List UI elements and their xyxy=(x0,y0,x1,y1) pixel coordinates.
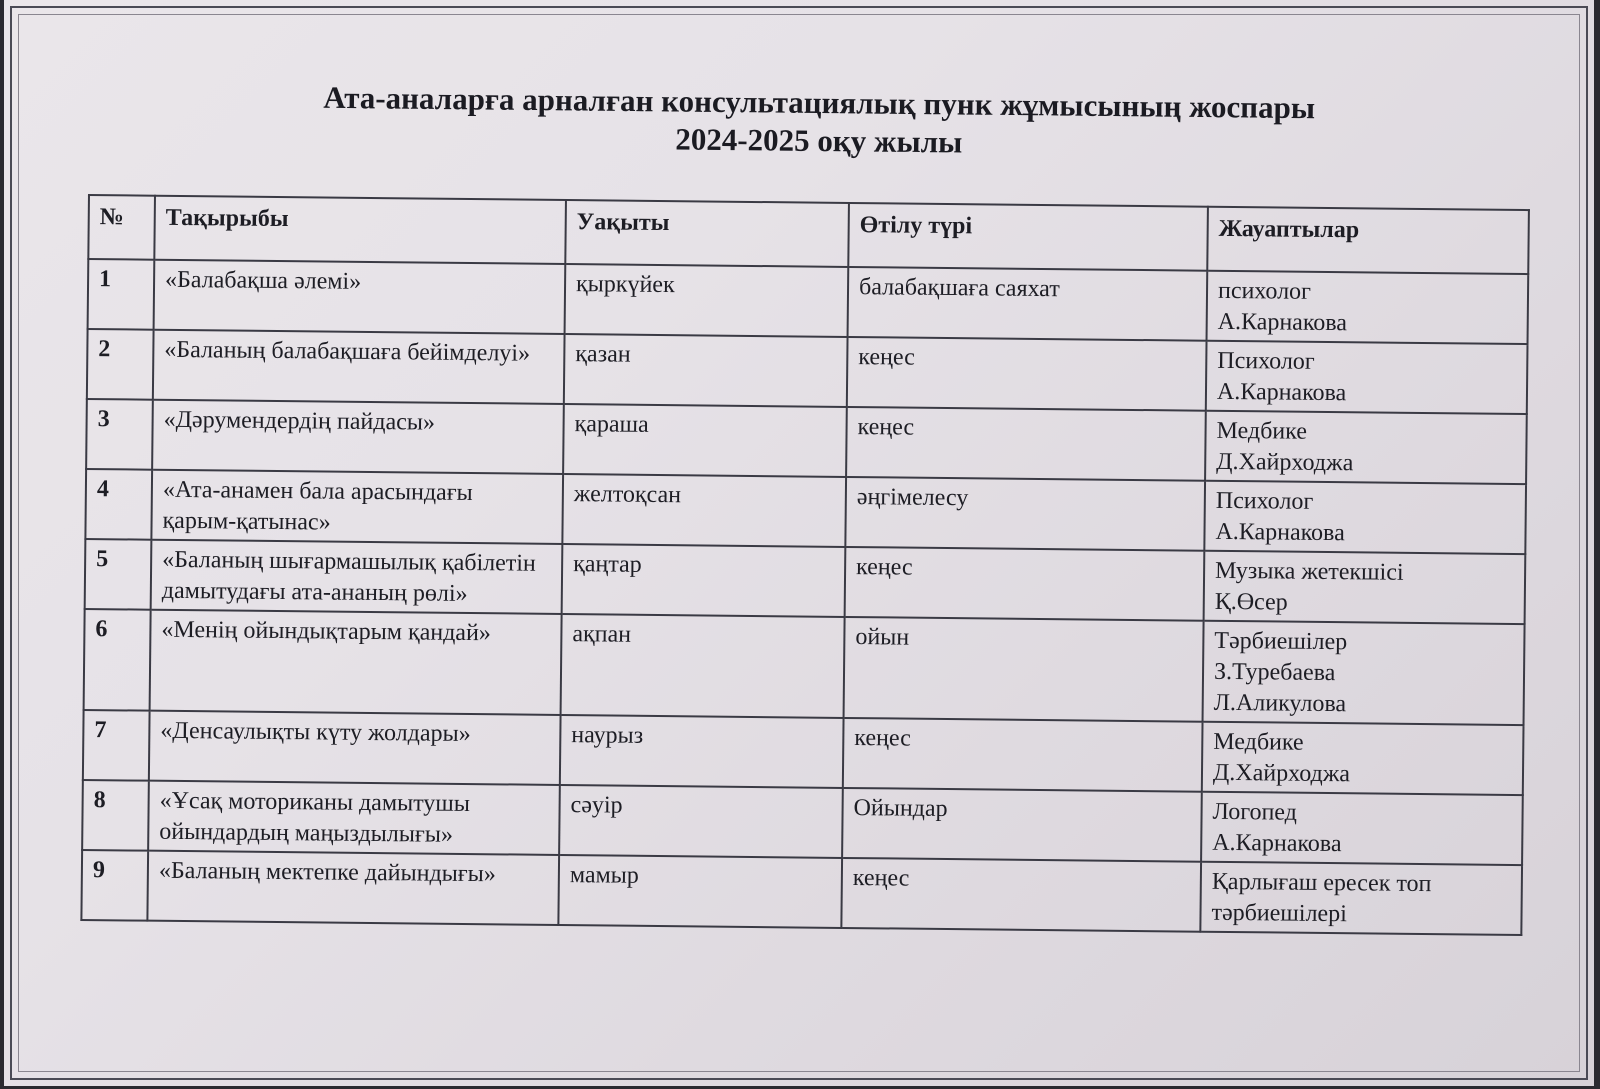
responsible-person: З.Туребаева xyxy=(1213,658,1336,687)
row-form-cell: кеңес xyxy=(841,858,1201,932)
row-time-cell: ақпан xyxy=(561,614,845,718)
row-topic-cell: «Баланың балабақшаға бейімделуі» xyxy=(153,330,565,404)
row-number-cell: 6 xyxy=(84,609,151,711)
responsible-person: А.Карнакова xyxy=(1212,829,1342,858)
row-topic-cell: «Баланың шығармашылық қабілетін дамытудағы ата-ананың рөлі» xyxy=(151,540,563,614)
responsible-person: Л.Аликулова xyxy=(1213,689,1347,718)
responsible-person: Тәрбиешілер xyxy=(1214,627,1348,656)
row-topic-cell: «Баланың мектепке дайындығы» xyxy=(147,851,559,925)
row-number-cell: 8 xyxy=(82,780,149,851)
row-form-cell: Ойындар xyxy=(842,788,1202,862)
row-form-cell: кеңес xyxy=(846,407,1206,481)
row-responsible-cell xyxy=(1201,792,1523,865)
row-number-cell: 2 xyxy=(87,329,154,400)
row-time-cell: желтоқсан xyxy=(562,474,846,547)
header-number: № xyxy=(88,195,155,260)
table-row xyxy=(81,850,1522,935)
table-row xyxy=(84,609,1525,725)
row-responsible-cell xyxy=(1204,551,1526,624)
row-time-cell: қараша xyxy=(563,404,847,477)
plan-table xyxy=(80,194,1530,936)
row-form-cell: әңгімелесу xyxy=(845,477,1205,551)
row-responsible-cell xyxy=(1206,341,1528,414)
row-number-cell: 5 xyxy=(85,539,152,610)
row-form-cell: кеңес xyxy=(843,718,1203,792)
responsible-person: А.Карнакова xyxy=(1217,308,1348,337)
responsible-person: Д.Хайрходжа xyxy=(1216,448,1354,477)
row-form-cell: кеңес xyxy=(847,337,1207,411)
row-number-cell: 7 xyxy=(83,710,150,781)
responsible-person: Медбике xyxy=(1216,417,1308,445)
row-topic-cell: «Балабақша әлемі» xyxy=(154,260,566,334)
responsible-person: психолог xyxy=(1217,277,1312,305)
row-responsible-cell xyxy=(1202,722,1524,795)
responsible-person: А.Карнакова xyxy=(1215,518,1345,547)
responsible-person: Медбике xyxy=(1213,728,1304,756)
row-time-cell: мамыр xyxy=(558,855,842,928)
row-time-cell: наурыз xyxy=(560,715,844,788)
row-topic-cell: «Ұсақ моториканы дамытушы ойындардың маңыздылығы» xyxy=(148,781,560,855)
row-responsible-cell xyxy=(1203,621,1525,725)
row-responsible-cell xyxy=(1207,271,1529,344)
responsible-person: Музыка жетекшісі xyxy=(1214,557,1404,586)
header-time: Уақыты xyxy=(565,200,849,267)
row-responsible-cell xyxy=(1205,411,1527,484)
header-responsible: Жауаптылар xyxy=(1207,207,1529,274)
row-topic-cell: «Денсаулықты күту жолдары» xyxy=(149,711,561,785)
responsible-person: Психолог xyxy=(1215,487,1314,515)
responsible-person: Логопед xyxy=(1212,798,1298,826)
row-number-cell: 3 xyxy=(86,399,153,470)
row-responsible-cell xyxy=(1204,481,1526,554)
row-time-cell: қыркүйек xyxy=(565,264,849,337)
responsible-person: А.Карнакова xyxy=(1216,378,1347,407)
plan-table-container xyxy=(80,194,1528,936)
header-topic: Тақырыбы xyxy=(154,196,566,264)
row-time-cell: қазан xyxy=(564,334,848,407)
row-form-cell: ойын xyxy=(844,617,1204,722)
row-topic-cell: «Ата-анамен бала арасындағы қарым-қатынас» xyxy=(151,470,563,544)
responsible-person: Қарлығаш ересек топ тәрбиешілері xyxy=(1211,868,1432,928)
row-number-cell: 4 xyxy=(85,469,152,540)
row-number-cell: 1 xyxy=(88,259,155,330)
responsible-person: Д.Хайрходжа xyxy=(1212,759,1351,788)
row-topic-cell: «Менің ойындықтарым қандай» xyxy=(150,610,562,715)
row-time-cell: сәуір xyxy=(559,785,843,858)
row-topic-cell: «Дәрумендердің пайдасы» xyxy=(152,400,564,474)
row-form-cell: кеңес xyxy=(845,547,1205,621)
row-form-cell: балабақшаға саяхат xyxy=(848,267,1208,341)
row-responsible-cell xyxy=(1200,862,1522,935)
row-number-cell: 9 xyxy=(81,850,148,921)
title-line-1: Ата-аналарға арналған консультациялық пунк жұмысының жоспары xyxy=(323,79,1316,126)
row-time-cell: қаңтар xyxy=(562,544,846,617)
header-form: Өтілу түрі xyxy=(848,203,1208,271)
paper-sheet xyxy=(4,0,1594,1086)
title-line-2: 2024-2025 оқу жылы xyxy=(675,121,963,160)
table-body xyxy=(81,259,1528,935)
responsible-person: Қ.Өсер xyxy=(1214,588,1288,616)
responsible-person: Психолог xyxy=(1217,347,1315,375)
